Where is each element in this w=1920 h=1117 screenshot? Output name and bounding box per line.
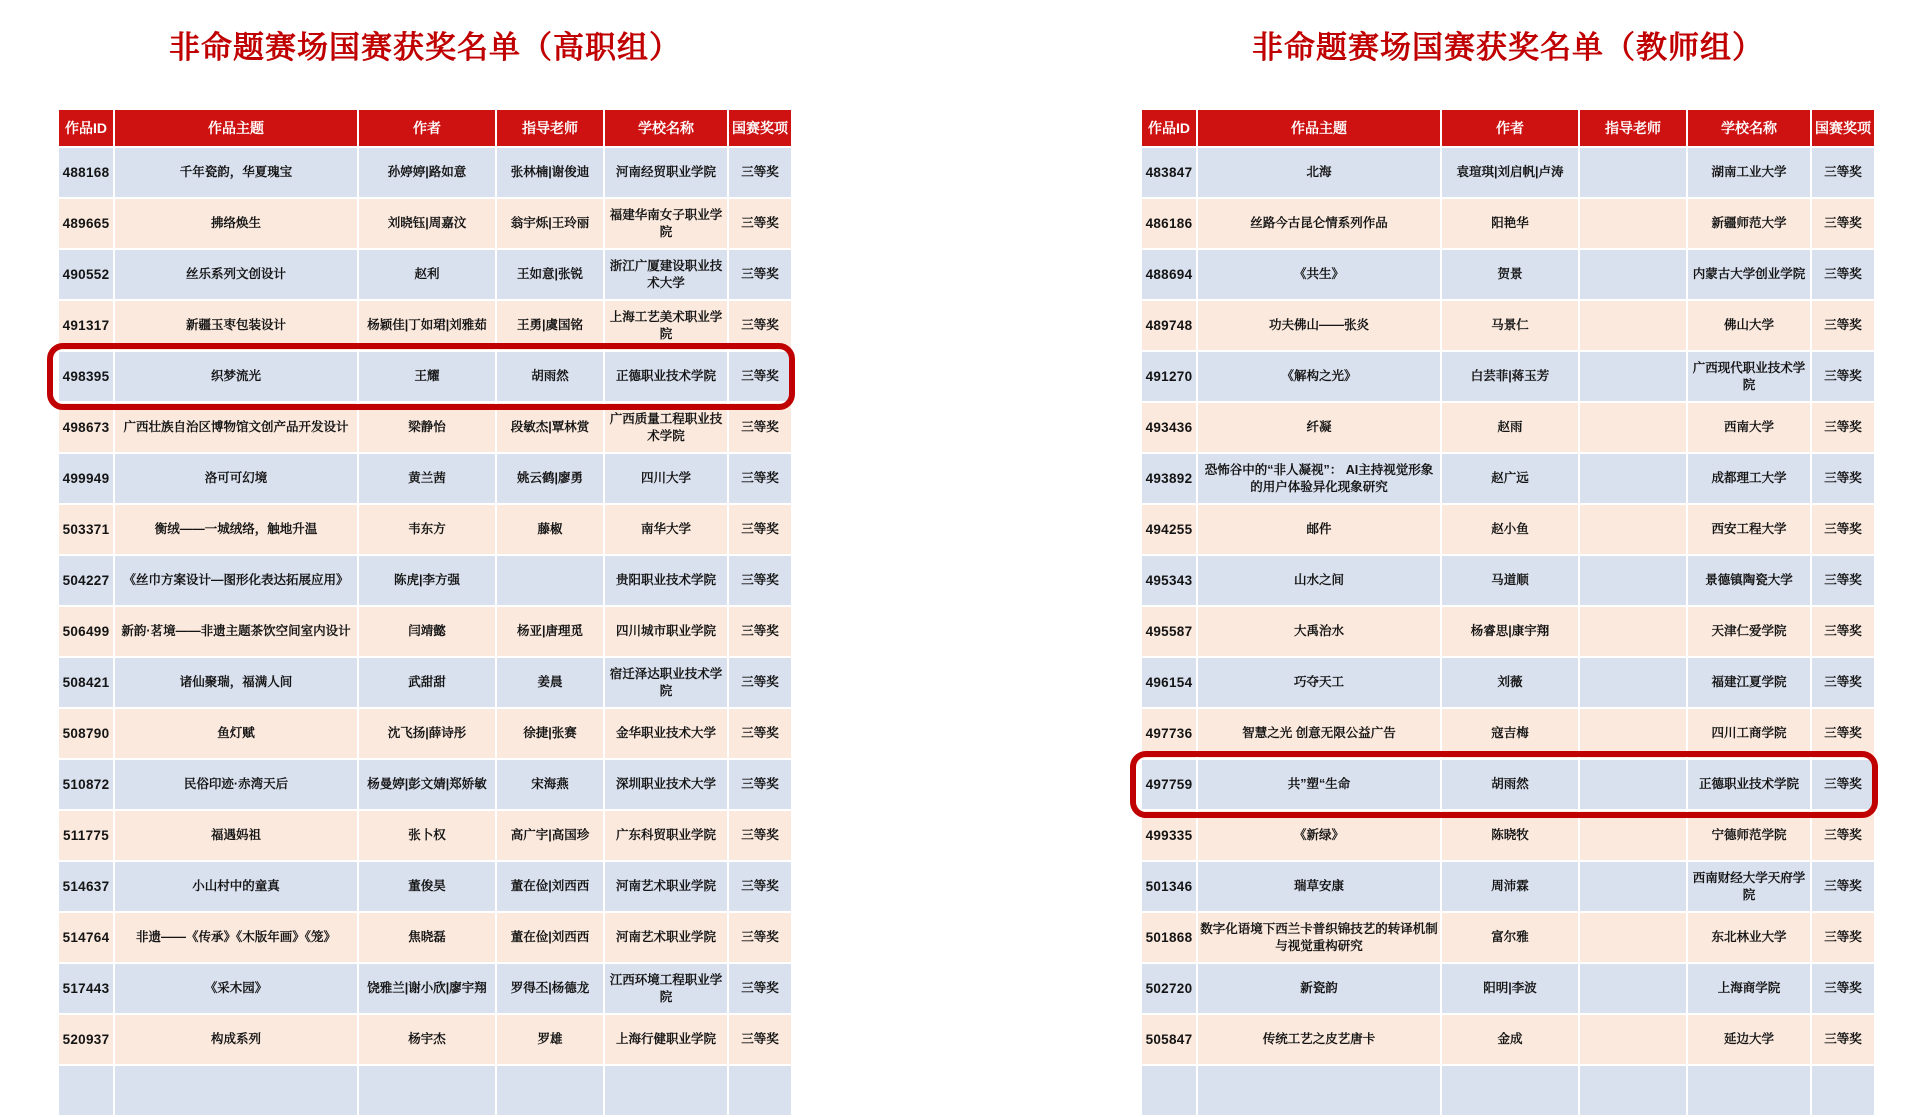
table-cell: 西安工程大学: [1688, 505, 1810, 554]
table-cell: 赵雨: [1442, 403, 1578, 452]
work-id-cell: 498395: [59, 352, 113, 401]
column-header: 指导老师: [497, 110, 603, 146]
table-cell: 张林楠|谢俊迪: [497, 148, 603, 197]
table-row: [1142, 658, 1874, 707]
table-cell: 黄兰茜: [359, 454, 495, 503]
table-cell: 拂络焕生: [115, 199, 357, 248]
table-cell: [1580, 301, 1686, 350]
table-cell: 三等奖: [1812, 301, 1874, 350]
work-id-cell: 498673: [59, 403, 113, 452]
table-cell: 杨颖佳|丁如珺|刘雅茹: [359, 301, 495, 350]
table-cell: 沈飞扬|薛诗彤: [359, 709, 495, 758]
table-cell: 传统工艺之皮艺唐卡: [1198, 1015, 1440, 1064]
table-cell: 三等奖: [729, 1015, 791, 1064]
work-id-cell: 517443: [59, 964, 113, 1013]
table-cell: [1688, 1066, 1810, 1115]
work-id-cell: 488694: [1142, 250, 1196, 299]
table-row: [59, 964, 791, 1013]
table-cell: 新疆玉枣包装设计: [115, 301, 357, 350]
table-cell: 三等奖: [1812, 607, 1874, 656]
award-table-teacher: [1140, 108, 1876, 1117]
table-cell: 杨睿思|康宇翔: [1442, 607, 1578, 656]
table-cell: 三等奖: [1812, 505, 1874, 554]
partial-row: [59, 1066, 791, 1115]
table-cell: [729, 1066, 791, 1115]
table-cell: 马道顺: [1442, 556, 1578, 605]
table-cell: 周沛霖: [1442, 862, 1578, 911]
table-cell: 三等奖: [729, 607, 791, 656]
table-cell: 民俗印迹·赤湾天后: [115, 760, 357, 809]
table-cell: 三等奖: [729, 454, 791, 503]
column-header: 作品ID: [1142, 110, 1196, 146]
table-cell: [1580, 964, 1686, 1013]
table-cell: 深圳职业技术大学: [605, 760, 727, 809]
table-cell: 高广宇|高国珍: [497, 811, 603, 860]
table-row: [1142, 250, 1874, 299]
table-cell: 鱼灯赋: [115, 709, 357, 758]
work-id-cell: 504227: [59, 556, 113, 605]
table-cell: [1580, 913, 1686, 962]
header-row: [59, 110, 791, 146]
table-cell: 董在俭|刘西西: [497, 913, 603, 962]
table-cell: [1580, 403, 1686, 452]
work-id-cell: 495343: [1142, 556, 1196, 605]
table-cell: [1580, 658, 1686, 707]
table-cell: 藤椒: [497, 505, 603, 554]
column-header: 指导老师: [1580, 110, 1686, 146]
work-id-cell: 514764: [59, 913, 113, 962]
work-id-cell: 506499: [59, 607, 113, 656]
table-cell: 三等奖: [1812, 760, 1874, 809]
table-cell: 杨曼婷|彭文婧|郑娇敏: [359, 760, 495, 809]
table-cell: [497, 1066, 603, 1115]
table-cell: 三等奖: [729, 811, 791, 860]
table-cell: 福建江夏学院: [1688, 658, 1810, 707]
table-row: [1142, 301, 1874, 350]
table-row: [1142, 352, 1874, 401]
table-cell: 四川工商学院: [1688, 709, 1810, 758]
table-cell: [1442, 1066, 1578, 1115]
work-id-cell: 493892: [1142, 454, 1196, 503]
table-cell: 三等奖: [729, 862, 791, 911]
table-cell: 罗雄: [497, 1015, 603, 1064]
table-cell: 王耀: [359, 352, 495, 401]
page-title-teacher: 非命题赛场国赛获奖名单（教师组）: [1252, 30, 1764, 66]
work-id-cell: 489665: [59, 199, 113, 248]
table-cell: 三等奖: [1812, 556, 1874, 605]
table-cell: 三等奖: [1812, 913, 1874, 962]
table-row: [59, 760, 791, 809]
table-cell: [1198, 1066, 1440, 1115]
table-cell: 罗得丕|杨德龙: [497, 964, 603, 1013]
table-cell: 新瓷韵: [1198, 964, 1440, 1013]
table-cell: [1142, 1066, 1196, 1115]
table-body: [1142, 148, 1874, 1115]
table-cell: 河南艺术职业学院: [605, 862, 727, 911]
table-cell: 刘薇: [1442, 658, 1578, 707]
table-row: [59, 607, 791, 656]
table-row: [59, 505, 791, 554]
table-cell: [497, 556, 603, 605]
table-cell: 金华职业技术大学: [605, 709, 727, 758]
column-header: 国赛奖项: [1812, 110, 1874, 146]
award-table-vocational: [57, 108, 793, 1117]
table-cell: 洛可可幻境: [115, 454, 357, 503]
table-cell: 姜晨: [497, 658, 603, 707]
table-cell: 《解构之光》: [1198, 352, 1440, 401]
table-cell: 三等奖: [1812, 964, 1874, 1013]
table-cell: 三等奖: [729, 760, 791, 809]
table-row: [1142, 964, 1874, 1013]
table-cell: 丝乐系列文创设计: [115, 250, 357, 299]
table-cell: 三等奖: [1812, 454, 1874, 503]
table-cell: 非遗——《传承》《木版年画》《笼》: [115, 913, 357, 962]
table-cell: 阳艳华: [1442, 199, 1578, 248]
table-cell: 南华大学: [605, 505, 727, 554]
work-id-cell: 514637: [59, 862, 113, 911]
table-cell: 共”塑“生命: [1198, 760, 1440, 809]
table-cell: 闫靖懿: [359, 607, 495, 656]
table-cell: 广西现代职业技术学院: [1688, 352, 1810, 401]
table-cell: 三等奖: [1812, 403, 1874, 452]
table-cell: 三等奖: [1812, 862, 1874, 911]
table-cell: 广西质量工程职业技术学院: [605, 403, 727, 452]
table-row: [1142, 760, 1874, 809]
teacher-group-section: [1140, 0, 1876, 1080]
table-cell: [1580, 709, 1686, 758]
work-id-cell: 503371: [59, 505, 113, 554]
table-cell: 赵广远: [1442, 454, 1578, 503]
column-header: 作者: [1442, 110, 1578, 146]
partial-row: [1142, 1066, 1874, 1115]
table-cell: 东北林业大学: [1688, 913, 1810, 962]
table-cell: 白芸菲|蒋玉芳: [1442, 352, 1578, 401]
table-cell: 成都理工大学: [1688, 454, 1810, 503]
table-cell: 《丝巾方案设计—图形化表达拓展应用》: [115, 556, 357, 605]
table-cell: 董俊昊: [359, 862, 495, 911]
table-cell: 广西壮族自治区博物馆文创产品开发设计: [115, 403, 357, 452]
table-cell: 金成: [1442, 1015, 1578, 1064]
work-id-cell: 491317: [59, 301, 113, 350]
work-id-cell: 493436: [1142, 403, 1196, 452]
column-header: 作品主题: [1198, 110, 1440, 146]
table-row: [59, 199, 791, 248]
column-header: 学校名称: [1688, 110, 1810, 146]
table-cell: 福建华南女子职业学院: [605, 199, 727, 248]
table-cell: [1580, 352, 1686, 401]
table-cell: [1580, 1015, 1686, 1064]
table-cell: 正德职业技术学院: [605, 352, 727, 401]
table-row: [1142, 913, 1874, 962]
table-cell: [1580, 556, 1686, 605]
table-row: [59, 250, 791, 299]
table-cell: 焦晓磊: [359, 913, 495, 962]
table-cell: [1580, 862, 1686, 911]
work-id-cell: 508790: [59, 709, 113, 758]
table-cell: 陈虎|李方强: [359, 556, 495, 605]
table-cell: 宿迁泽达职业技术学院: [605, 658, 727, 707]
table-cell: 三等奖: [729, 250, 791, 299]
table-cell: [1812, 1066, 1874, 1115]
table-cell: 张卜权: [359, 811, 495, 860]
table-cell: 三等奖: [729, 352, 791, 401]
work-id-cell: 508421: [59, 658, 113, 707]
table-cell: 孙婷婷|路如意: [359, 148, 495, 197]
table-cell: 武甜甜: [359, 658, 495, 707]
table-row: [59, 352, 791, 401]
table-cell: 北海: [1198, 148, 1440, 197]
table-cell: 三等奖: [1812, 811, 1874, 860]
work-id-cell: 491270: [1142, 352, 1196, 401]
table-cell: 刘晓钰|周嘉汶: [359, 199, 495, 248]
table-cell: 上海工艺美术职业学院: [605, 301, 727, 350]
table-cell: 湖南工业大学: [1688, 148, 1810, 197]
work-id-cell: 499335: [1142, 811, 1196, 860]
table-cell: 姚云鹤|廖勇: [497, 454, 603, 503]
table-cell: 功夫佛山——张炎: [1198, 301, 1440, 350]
table-cell: 袁瑄琪|刘启帆|卢涛: [1442, 148, 1578, 197]
table-cell: 新疆师范大学: [1688, 199, 1810, 248]
work-id-cell: 497759: [1142, 760, 1196, 809]
table-row: [1142, 862, 1874, 911]
table-cell: 智慧之光 创意无限公益广告: [1198, 709, 1440, 758]
table-row: [59, 403, 791, 452]
table-cell: 胡雨然: [1442, 760, 1578, 809]
column-header: 作品主题: [115, 110, 357, 146]
table-cell: 寇吉梅: [1442, 709, 1578, 758]
table-cell: 恐怖谷中的“非人凝视”： AI主持视觉形象的用户体验异化现象研究: [1198, 454, 1440, 503]
table-cell: 徐捷|张赛: [497, 709, 603, 758]
work-id-cell: 499949: [59, 454, 113, 503]
table-cell: 三等奖: [729, 709, 791, 758]
work-id-cell: 497736: [1142, 709, 1196, 758]
table-cell: 三等奖: [1812, 352, 1874, 401]
table-cell: 织梦流光: [115, 352, 357, 401]
table-cell: 河南艺术职业学院: [605, 913, 727, 962]
table-row: [59, 556, 791, 605]
column-header: 作者: [359, 110, 495, 146]
table-cell: 三等奖: [729, 301, 791, 350]
table-cell: 翁宇烁|王玲丽: [497, 199, 603, 248]
column-header: 学校名称: [605, 110, 727, 146]
table-body: [59, 148, 791, 1115]
table-cell: 杨宇杰: [359, 1015, 495, 1064]
table-cell: 三等奖: [729, 148, 791, 197]
table-cell: 《新绿》: [1198, 811, 1440, 860]
table-cell: [1580, 811, 1686, 860]
page-title-vocational: 非命题赛场国赛获奖名单（高职组）: [169, 30, 681, 66]
table-cell: 上海行健职业学院: [605, 1015, 727, 1064]
table-cell: 西南大学: [1688, 403, 1810, 452]
vocational-group-section: [57, 0, 793, 1080]
table-cell: 段敏杰|覃林赏: [497, 403, 603, 452]
table-cell: 韦东方: [359, 505, 495, 554]
work-id-cell: 505847: [1142, 1015, 1196, 1064]
table-cell: 内蒙古大学创业学院: [1688, 250, 1810, 299]
table-row: [59, 658, 791, 707]
table-cell: 三等奖: [729, 556, 791, 605]
table-cell: 丝路今古昆仑情系列作品: [1198, 199, 1440, 248]
table-cell: [1580, 199, 1686, 248]
table-row: [1142, 709, 1874, 758]
table-cell: 富尔雅: [1442, 913, 1578, 962]
work-id-cell: 510872: [59, 760, 113, 809]
table-cell: 董在俭|刘西西: [497, 862, 603, 911]
table-header: [1142, 110, 1874, 146]
table-row: [1142, 454, 1874, 503]
table-cell: 陈晓牧: [1442, 811, 1578, 860]
work-id-cell: 495587: [1142, 607, 1196, 656]
table-cell: 纤凝: [1198, 403, 1440, 452]
table-cell: 梁静怡: [359, 403, 495, 452]
table-cell: 阳明|李波: [1442, 964, 1578, 1013]
table-cell: [1580, 148, 1686, 197]
table-cell: 饶雅兰|谢小欣|廖宇翔: [359, 964, 495, 1013]
table-cell: 宋海燕: [497, 760, 603, 809]
table-row: [1142, 199, 1874, 248]
table-cell: 三等奖: [1812, 709, 1874, 758]
table-cell: 贺景: [1442, 250, 1578, 299]
table-cell: 杨亚|唐理觅: [497, 607, 603, 656]
table-row: [59, 913, 791, 962]
table-cell: 千年瓷韵，华夏瑰宝: [115, 148, 357, 197]
table-cell: 马景仁: [1442, 301, 1578, 350]
table-row: [59, 709, 791, 758]
work-id-cell: 488168: [59, 148, 113, 197]
work-id-cell: 490552: [59, 250, 113, 299]
table-cell: 三等奖: [1812, 1015, 1874, 1064]
table-row: [59, 1015, 791, 1064]
table-cell: 三等奖: [729, 403, 791, 452]
table-cell: 河南经贸职业学院: [605, 148, 727, 197]
table-cell: 诸仙聚瑞，福满人间: [115, 658, 357, 707]
work-id-cell: 520937: [59, 1015, 113, 1064]
table-cell: [1580, 250, 1686, 299]
work-id-cell: 511775: [59, 811, 113, 860]
table-cell: 三等奖: [1812, 199, 1874, 248]
table-cell: [1580, 760, 1686, 809]
table-cell: 天津仁爱学院: [1688, 607, 1810, 656]
table-cell: [359, 1066, 495, 1115]
table-cell: 正德职业技术学院: [1688, 760, 1810, 809]
table-cell: [1580, 454, 1686, 503]
table-cell: 赵小鱼: [1442, 505, 1578, 554]
work-id-cell: 502720: [1142, 964, 1196, 1013]
table-cell: 三等奖: [729, 913, 791, 962]
table-cell: 邮件: [1198, 505, 1440, 554]
table-cell: 三等奖: [729, 199, 791, 248]
work-id-cell: 486186: [1142, 199, 1196, 248]
work-id-cell: 501346: [1142, 862, 1196, 911]
table-cell: [1580, 1066, 1686, 1115]
table-cell: 三等奖: [729, 658, 791, 707]
table-cell: 王勇|虞国铭: [497, 301, 603, 350]
table-cell: 赵利: [359, 250, 495, 299]
table-cell: 三等奖: [1812, 658, 1874, 707]
table-cell: 三等奖: [729, 505, 791, 554]
table-row: [1142, 607, 1874, 656]
table-row: [1142, 556, 1874, 605]
table-cell: 贵阳职业技术学院: [605, 556, 727, 605]
table-cell: 新韵·茗境——非遗主题茶饮空间室内设计: [115, 607, 357, 656]
table-cell: 王如意|张锐: [497, 250, 603, 299]
table-row: [59, 862, 791, 911]
work-id-cell: 489748: [1142, 301, 1196, 350]
work-id-cell: 494255: [1142, 505, 1196, 554]
table-cell: 江西环境工程职业学院: [605, 964, 727, 1013]
table-cell: 山水之间: [1198, 556, 1440, 605]
table-row: [1142, 148, 1874, 197]
table-cell: 四川大学: [605, 454, 727, 503]
column-header: 国赛奖项: [729, 110, 791, 146]
work-id-cell: 483847: [1142, 148, 1196, 197]
work-id-cell: 496154: [1142, 658, 1196, 707]
column-header: 作品ID: [59, 110, 113, 146]
table-cell: 三等奖: [729, 964, 791, 1013]
table-cell: 景德镇陶瓷大学: [1688, 556, 1810, 605]
table-cell: 《共生》: [1198, 250, 1440, 299]
table-header: [59, 110, 791, 146]
table-row: [59, 811, 791, 860]
table-row: [59, 454, 791, 503]
table-cell: [115, 1066, 357, 1115]
work-id-cell: 501868: [1142, 913, 1196, 962]
table-cell: 胡雨然: [497, 352, 603, 401]
table-cell: 浙江广厦建设职业技术大学: [605, 250, 727, 299]
table-row: [1142, 505, 1874, 554]
table-cell: 西南财经大学天府学院: [1688, 862, 1810, 911]
table-cell: 瑞草安康: [1198, 862, 1440, 911]
table-cell: [59, 1066, 113, 1115]
table-cell: 《采木园》: [115, 964, 357, 1013]
table-cell: [1580, 607, 1686, 656]
table-cell: 宁德师范学院: [1688, 811, 1810, 860]
table-cell: 衡绒——一城绒络，触地升温: [115, 505, 357, 554]
table-cell: 三等奖: [1812, 148, 1874, 197]
table-cell: 福遇妈祖: [115, 811, 357, 860]
table-row: [1142, 811, 1874, 860]
table-cell: [1580, 505, 1686, 554]
table-cell: 延边大学: [1688, 1015, 1810, 1064]
header-row: [1142, 110, 1874, 146]
table-cell: 佛山大学: [1688, 301, 1810, 350]
table-cell: 构成系列: [115, 1015, 357, 1064]
table-cell: 三等奖: [1812, 250, 1874, 299]
table-row: [59, 148, 791, 197]
table-row: [1142, 403, 1874, 452]
table-row: [1142, 1015, 1874, 1064]
table-cell: 巧夺天工: [1198, 658, 1440, 707]
table-cell: 上海商学院: [1688, 964, 1810, 1013]
table-cell: 广东科贸职业学院: [605, 811, 727, 860]
table-cell: [605, 1066, 727, 1115]
table-cell: 大禹治水: [1198, 607, 1440, 656]
table-cell: 数字化语境下西兰卡普织锦技艺的转译机制与视觉重构研究: [1198, 913, 1440, 962]
table-cell: 小山村中的童真: [115, 862, 357, 911]
table-cell: 四川城市职业学院: [605, 607, 727, 656]
table-row: [59, 301, 791, 350]
